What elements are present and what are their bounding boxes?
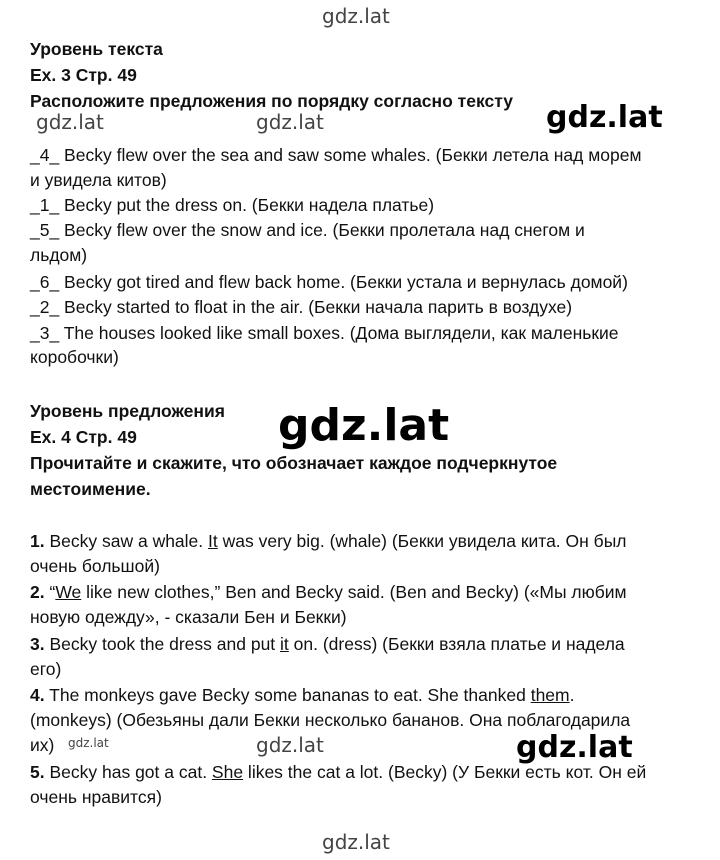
watermark: gdz.lat <box>68 736 109 750</box>
watermark: gdz.lat <box>278 400 450 451</box>
item-number: 3. <box>30 634 45 654</box>
watermark: gdz.lat <box>36 110 104 134</box>
section2-task: Прочитайте и скажите, что обозначает каждое подчеркнутое <box>30 453 558 473</box>
ordered-sentence: _5_ Becky flew over the snow and ice. (Бекки пролетала над снегом и <box>30 220 585 240</box>
item-continuation: (monkeys) (Обезьяны дали Бекки несколько бананов. Она поблагодарила <box>30 710 631 730</box>
underlined-pronoun: We <box>55 582 82 602</box>
pronoun-item <box>30 632 625 657</box>
watermark: gdz.lat <box>546 100 663 135</box>
pronoun-item <box>30 683 574 708</box>
item-text: like new clothes,” Ben and Becky said. (Ben and Becky) («Мы любим <box>81 582 627 602</box>
item-text: The monkeys gave Becky some bananas to eat. She thanked <box>44 685 531 705</box>
item-text: “ <box>44 582 56 602</box>
item-continuation: очень большой) <box>30 556 160 576</box>
ordered-sentence: _4_ Becky flew over the sea and saw some whales. (Бекки летела над морем <box>30 145 642 165</box>
watermark: gdz.lat <box>322 830 390 854</box>
watermark: gdz.lat <box>256 110 324 134</box>
ordered-sentence: коробочки) <box>30 347 119 367</box>
item-text: Becky took the dress and put <box>44 634 281 654</box>
item-number: 2. <box>30 582 45 602</box>
underlined-pronoun: She <box>211 762 244 782</box>
pronoun-item <box>30 580 627 605</box>
underlined-pronoun: It <box>208 531 218 551</box>
item-text: Becky saw a whale. <box>44 531 209 551</box>
underlined-pronoun: it <box>280 634 289 654</box>
section2-heading: Уровень предложения <box>30 401 225 421</box>
item-text: likes the cat a lot. (Becky) (У Бекки есть кот. Он ей <box>243 762 647 782</box>
ordered-sentence: и увидела китов) <box>30 170 167 190</box>
watermark: gdz.lat <box>256 733 324 757</box>
item-continuation: его) <box>30 659 62 679</box>
item-number: 1. <box>30 531 45 551</box>
item-continuation: очень нравится) <box>30 787 162 807</box>
item-continuation: новую одежду», - сказали Бен и Бекки) <box>30 607 347 627</box>
pronoun-item <box>30 529 626 554</box>
item-text: Becky has got a cat. <box>44 762 212 782</box>
pronoun-item <box>30 760 646 785</box>
item-text: was very big. (whale) (Бекки увидела кита. Он был <box>217 531 627 551</box>
item-number: 4. <box>30 685 45 705</box>
section1-exercise: Ex. 3 Стр. 49 <box>30 65 137 85</box>
watermark: gdz.lat <box>516 730 633 765</box>
ordered-sentence: льдом) <box>30 245 88 265</box>
watermark: gdz.lat <box>322 4 390 28</box>
underlined-pronoun: them <box>530 685 570 705</box>
section2-exercise: Ex. 4 Стр. 49 <box>30 427 137 447</box>
ordered-sentence: _1_ Becky put the dress on. (Бекки надела платье) <box>30 195 435 215</box>
item-number: 5. <box>30 762 45 782</box>
section2-task: местоимение. <box>30 479 151 499</box>
item-text: on. (dress) (Бекки взяла платье и надела <box>288 634 625 654</box>
ordered-sentence: _2_ Becky started to float in the air. (Бекки начала парить в воздухе) <box>30 297 573 317</box>
section1-task: Расположите предложения по порядку согласно тексту <box>30 91 513 111</box>
item-text: . <box>569 685 575 705</box>
section1-heading: Уровень текста <box>30 39 163 59</box>
item-continuation: их) <box>30 735 55 755</box>
ordered-sentence: _6_ Becky got tired and flew back home. (Бекки устала и вернулась домой) <box>30 272 628 292</box>
ordered-sentence: _3_ The houses looked like small boxes. (Дома выглядели, как маленькие <box>30 323 619 343</box>
